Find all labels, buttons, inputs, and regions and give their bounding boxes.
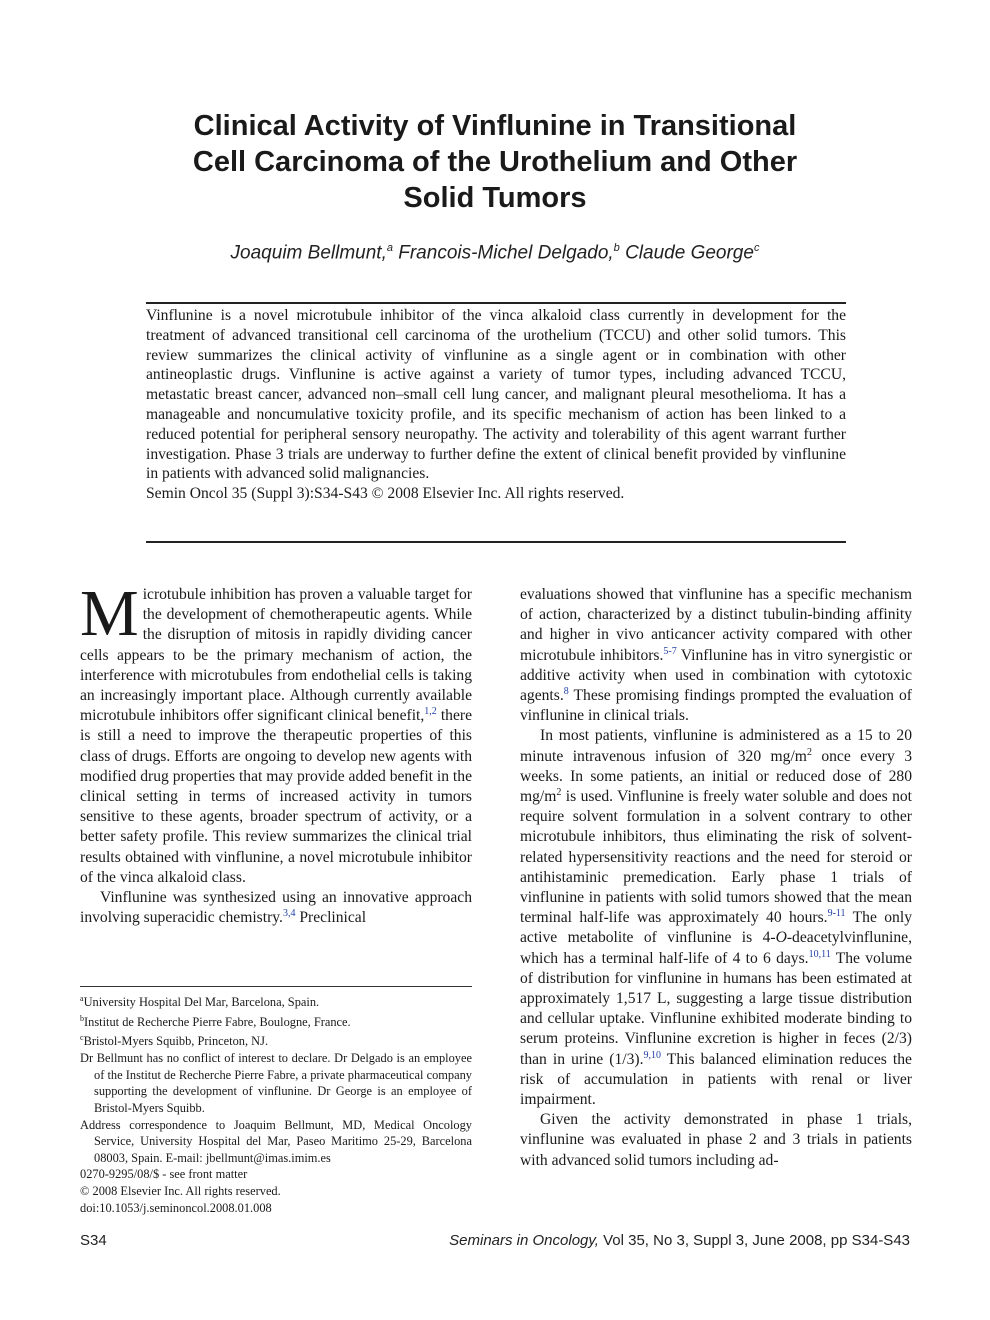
- citation-link[interactable]: 8: [563, 685, 569, 697]
- italic-text: O: [775, 929, 787, 947]
- affiliation-mark: c: [753, 242, 760, 254]
- footnote-mark: a: [80, 994, 84, 1003]
- affiliation-footnote: [80, 1030, 472, 1050]
- body-text: This balanced elimination reduces the risk of accumulation in patients with renal or liver impairment.: [520, 1050, 912, 1109]
- page-number: S34: [80, 1232, 107, 1249]
- author-name: Francois-Michel Delgado,: [398, 242, 614, 264]
- abstract-text: Vinflunine is a novel microtubule inhibitor of the vinca alkaloid class currently in development for the treatment of advanced transitional cell carcinoma of the urothelium (TCCU) and other solid tumors. This review summarizes the clinical activity of vinflunine as a single agent or in combination with other antineoplastic drugs. Vinflunine is active against a variety of tumor types, including advanced TCCU, metastatic breast cancer, advanced non–small cell lung cancer, and malignant pleural mesothelioma. It has a manageable and noncumulative toxicity profile, and its specific mechanism of action has been linked to a reduced potential for peripheral sensory neuropathy. The activity and tolerability of this agent warrant further investigation. Phase 3 trials are underway to further define the extent of clinical benefit provided by vinflunine in patients with advanced solid malignancies.: [146, 307, 846, 483]
- body-text: The only active metabolite of vinflunine is 4-: [520, 909, 912, 947]
- superscript: 2: [556, 786, 562, 798]
- body-text: Preclinical: [295, 909, 367, 927]
- copyright-line: © 2008 Elsevier Inc. All rights reserved.: [80, 1183, 281, 1198]
- abstract-top-rule: [146, 302, 846, 304]
- footnote-text: University Hospital Del Mar, Barcelona, Spain.: [83, 995, 320, 1010]
- citation-link[interactable]: 3,4: [282, 908, 296, 920]
- abstract-citation: Semin Oncol 35 (Suppl 3):S34-S43 © 2008 Elsevier Inc. All rights reserved.: [146, 485, 625, 503]
- body-text: Vinflunine was synthesized using an innovative approach involving superacidic chemistry.: [80, 889, 472, 927]
- issn-line: 0270-9295/08/$ - see front matter: [80, 1167, 248, 1182]
- superscript: 2: [806, 746, 812, 758]
- author-name: Claude George: [625, 242, 754, 264]
- affiliation-footnote: [80, 1011, 472, 1031]
- title-line-2: Cell Carcinoma of the Urothelium and Other: [192, 146, 798, 178]
- body-text: once every 3 weeks. In some patients, an initial or reduced dose of 280 mg/m: [520, 747, 912, 806]
- affiliation-footnote: [80, 991, 472, 1011]
- footnote-rule: [80, 986, 472, 987]
- body-text: there is still a need to improve the therapeutic properties of this class of drugs. Efforts are ongoing to develop new agents with modified drug properties that may provide added benefit in the clinical setting in terms of increased activity in tumors sensitive to these agents, broader spectrum of activity, or a better safety profile. This review summarizes the clinical trial results obtained with vinflunine, a novel microtubule inhibitor of the vinca alkaloid class.: [80, 707, 472, 886]
- body-paragraph: [520, 585, 912, 726]
- abstract-bottom-rule: [146, 541, 846, 543]
- citation-link[interactable]: 1,2: [424, 706, 437, 718]
- body-text: -deacetylvinflunine, which has a terminal half-life of 4 to 6 days.: [520, 929, 912, 967]
- footnotes: [80, 991, 472, 1216]
- body-text: The volume of distribution for vinflunine in humans has been estimated at approximately 1,517 L, suggesting a large tissue distribution and cellular uptake. Vinflunine exhibited moderate binding to serum proteins. Vinflunine excretion is higher in feces (2/3) than in urine (1/3).: [520, 949, 912, 1068]
- footnote-mark: c: [80, 1033, 84, 1043]
- body-paragraph: [80, 888, 472, 928]
- disclosure-footnote: Dr Bellmunt has no conflict of interest to declare. Dr Delgado is an employee of the Institut de Recherche Pierre Fabre, a private pharmaceutical company supporting the development of vinflunine. Dr George is an employee of Bristol-Myers Squibb.: [80, 1051, 472, 1115]
- author-name: Joaquim Bellmunt,: [230, 242, 387, 264]
- doi-line: doi:10.1053/j.seminoncol.2008.01.008: [80, 1200, 272, 1215]
- abstract: [146, 306, 846, 504]
- journal-reference: [449, 1232, 910, 1249]
- footnote-text: Bristol-Myers Squibb, Princeton, NJ.: [83, 1034, 269, 1049]
- drop-cap: M: [80, 577, 139, 650]
- citation-link[interactable]: 9-11: [827, 908, 846, 920]
- author-list: [120, 242, 870, 264]
- body-text: These promising findings prompted the evaluation of vinflunine in clinical trials.: [520, 687, 912, 725]
- citation-link[interactable]: 9,10: [643, 1049, 661, 1061]
- article-title: [120, 108, 870, 216]
- body-paragraph: Given the activity demonstrated in phase 1 trials, vinflunine was evaluated in phase 2 and 3 trials in patients with advanced solid tumors including ad-: [520, 1111, 912, 1169]
- citation-link[interactable]: 5-7: [663, 645, 677, 657]
- body-text: icrotubule inhibition has proven a valuable target for the development of chemotherapeutic agents. While the disruption of mitosis in rapidly dividing cancer cells appears to be the primary mechanism of action, the interference with microtubules from endothelial cells is taking an increasingly important place. Although currently available microtubule inhibitors offer significant clinical benefit,: [80, 586, 472, 725]
- body-column-right: [520, 585, 912, 1171]
- journal-details: Vol 35, No 3, Suppl 3, June 2008, pp S34-S43: [598, 1232, 910, 1249]
- title-line-1: Clinical Activity of Vinflunine in Transitional: [193, 110, 797, 142]
- body-paragraph: [520, 726, 912, 1110]
- footnote-text: Institut de Recherche Pierre Fabre, Boulogne, France.: [84, 1014, 351, 1029]
- title-line-3: Solid Tumors: [403, 182, 587, 214]
- body-text: is used. Vinflunine is freely water soluble and does not require solvent formulation in a solvent contrary to other microtubule inhibitors, thus eliminating the risk of solvent-related hypersensitivity reactions and the need for steroid or antihistaminic premedication. Early phase 1 trials of vinflunine in patients with solid tumors showed that the mean terminal half-life was approximately 40 hours.: [520, 788, 912, 927]
- body-text: evaluations showed that vinflunine has a specific mechanism of action, characterized by a distinct tubulin-binding affinity and higher in vivo anticancer activity compared with other microtubule inhibitors.: [520, 586, 912, 664]
- correspondence-footnote: Address correspondence to Joaquim Bellmunt, MD, Medical Oncology Service, University Hospital del Mar, Paseo Maritimo 25-29, Barcelona 08003, Spain. E-mail: jbellmunt@imas.imim.es: [80, 1117, 472, 1165]
- body-paragraph: [80, 577, 472, 888]
- affiliation-mark: a: [386, 242, 393, 254]
- body-text: In most patients, vinflunine is administered as a 15 to 20 minute intravenous infusion of 320 mg/m: [520, 727, 912, 765]
- footnote-mark: b: [80, 1013, 84, 1023]
- citation-link[interactable]: 10,11: [808, 948, 831, 960]
- body-text: Vinflunine has in vitro synergistic or additive activity when used in combination with cytotoxic agents.: [520, 646, 912, 705]
- body-column-left: [80, 577, 472, 928]
- affiliation-mark: b: [613, 242, 620, 254]
- journal-name: Seminars in Oncology,: [449, 1232, 599, 1249]
